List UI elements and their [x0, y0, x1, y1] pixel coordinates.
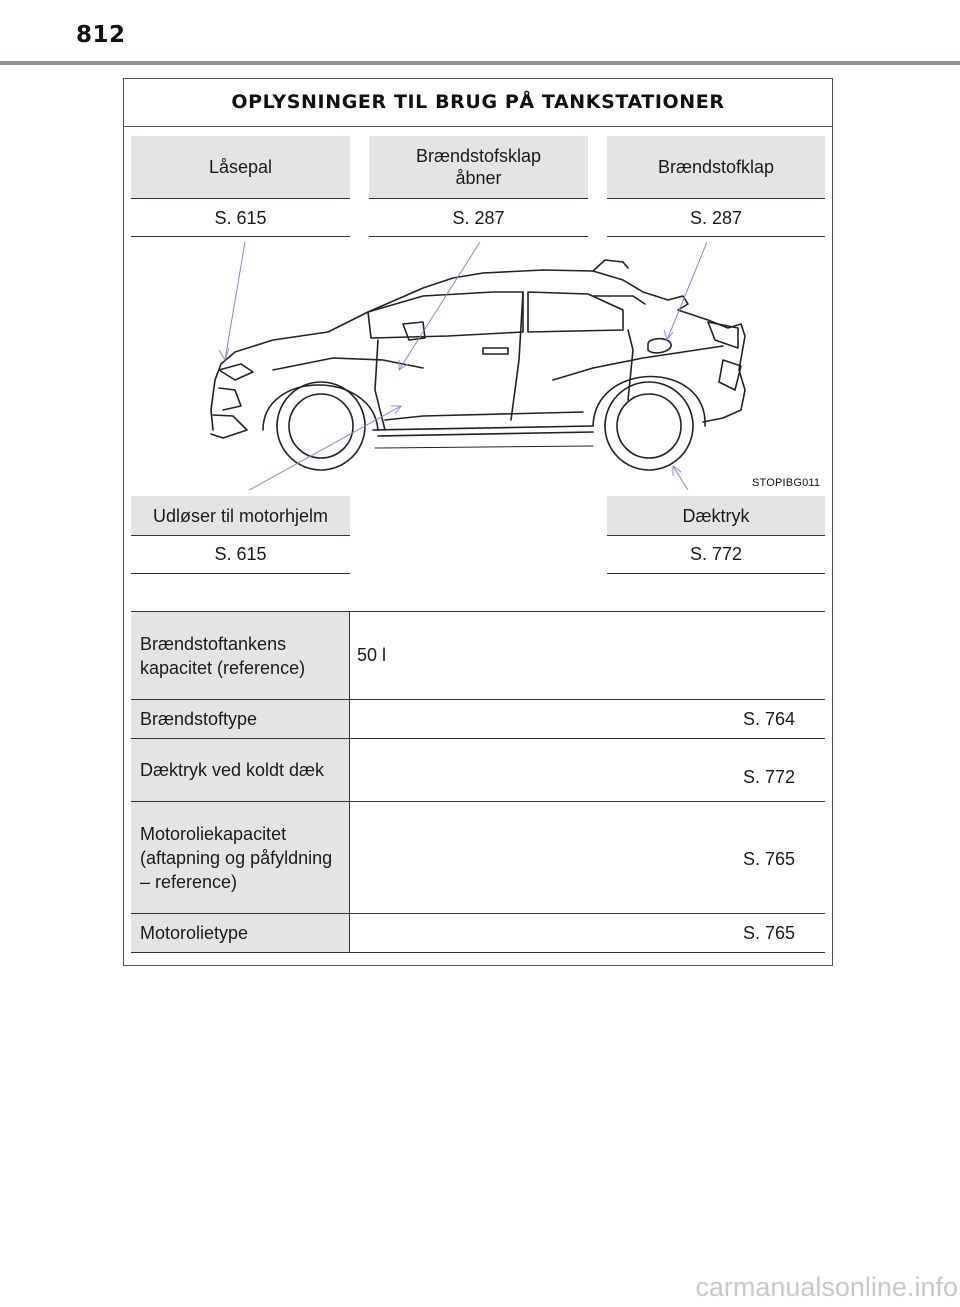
spec-table [131, 611, 825, 953]
ref-fuel-door: S. 287 [607, 208, 825, 237]
spec-label: Motorolietype [131, 914, 350, 952]
car-side-illustration [123, 240, 833, 490]
panel-title: OPLYSNINGER TIL BRUG PÅ TANKSTATIONER [124, 79, 832, 127]
spec-value: 50 l [357, 645, 387, 665]
label-fuel-door: Brændstofklap [607, 136, 825, 198]
ref-tire-pressure: S. 772 [607, 544, 825, 574]
spec-value: S. 764 [742, 708, 795, 729]
table-row [131, 739, 825, 802]
page-number: 812 [76, 22, 126, 48]
divider [607, 198, 825, 199]
spec-label: Motoroliekapacitet (aftapning og påfyldning – reference) [131, 802, 350, 913]
label-tire-pressure: Dæktryk [607, 496, 825, 535]
spec-value: S. 772 [742, 766, 795, 787]
spec-value: S. 765 [742, 922, 795, 943]
label-lock-latch: Låsepal [131, 136, 350, 198]
ref-hood-release: S. 615 [131, 544, 350, 574]
spec-value: S. 765 [742, 849, 795, 869]
watermark: carmanualsonline.info [695, 1272, 958, 1302]
divider [607, 535, 825, 536]
table-row [131, 802, 825, 914]
header-rule [0, 61, 960, 65]
ref-fuel-door-opener: S. 287 [369, 208, 588, 237]
divider [369, 198, 588, 199]
spec-label: Dæktryk ved koldt dæk [131, 739, 350, 801]
divider [131, 198, 350, 199]
divider [131, 535, 350, 536]
table-row [131, 612, 825, 700]
table-row [131, 700, 825, 739]
label-hood-release: Udløser til motorhjelm [131, 496, 350, 535]
ref-lock-latch: S. 615 [131, 208, 350, 237]
table-row [131, 914, 825, 953]
spec-label: Brændstoftype [131, 700, 350, 738]
spec-label: Brændstoftankens kapacitet (reference) [131, 612, 350, 699]
label-fuel-door-opener: Brændstofsklap åbner [369, 136, 588, 198]
illustration-code: STOPIBG011 [752, 477, 821, 489]
